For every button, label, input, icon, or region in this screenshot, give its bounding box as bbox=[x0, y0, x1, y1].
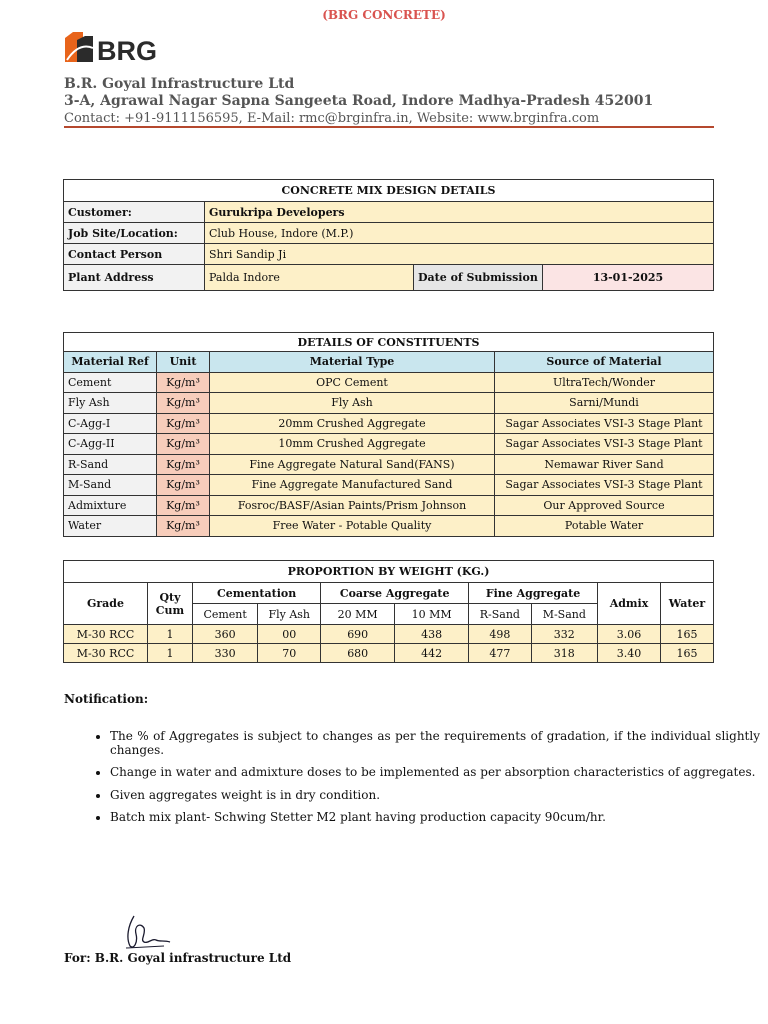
cell: Fosroc/BASF/Asian Paints/Prism Johnson bbox=[210, 495, 495, 516]
cell: Fly Ash bbox=[64, 393, 157, 414]
table-row bbox=[64, 475, 714, 496]
list-item: • The % of Aggregates is subject to changes as per the requirements of gradation, if the individual slightly changes. bbox=[110, 730, 760, 757]
cell: Kg/m³ bbox=[157, 413, 210, 434]
cell: M-30 RCC bbox=[64, 625, 148, 644]
sub-20mm: 20 MM bbox=[321, 604, 395, 625]
col-cementation: Cementation bbox=[193, 583, 321, 604]
cell: 438 bbox=[395, 625, 469, 644]
cell: Water bbox=[64, 516, 157, 537]
footer-for-company: For: B.R. Goyal infrastructure Ltd bbox=[64, 951, 292, 965]
cell: Potable Water bbox=[495, 516, 714, 537]
sub-fly-ash: Fly Ash bbox=[258, 604, 321, 625]
col-unit: Unit bbox=[157, 352, 210, 373]
cell: R-Sand bbox=[64, 454, 157, 475]
cell: 477 bbox=[469, 644, 532, 663]
col-coarse: Coarse Aggregate bbox=[321, 583, 469, 604]
cell: 165 bbox=[661, 625, 714, 644]
col-water: Water bbox=[661, 583, 714, 625]
cell: Kg/m³ bbox=[157, 372, 210, 393]
cell: Sagar Associates VSI-3 Stage Plant bbox=[495, 475, 714, 496]
site-label: Job Site/Location: bbox=[64, 223, 205, 244]
cell: Fine Aggregate Natural Sand(FANS) bbox=[210, 454, 495, 475]
date-label: Date of Submission bbox=[414, 265, 543, 291]
sub-cement: Cement bbox=[193, 604, 258, 625]
table-row bbox=[64, 393, 714, 414]
col-material-type: Material Type bbox=[210, 352, 495, 373]
plant-label: Plant Address bbox=[64, 265, 205, 291]
cell: 10mm Crushed Aggregate bbox=[210, 434, 495, 455]
notification-title: Notification: bbox=[64, 692, 149, 706]
cell: Free Water - Potable Quality bbox=[210, 516, 495, 537]
table-row bbox=[64, 413, 714, 434]
cell: Admixture bbox=[64, 495, 157, 516]
cell: 330 bbox=[193, 644, 258, 663]
cell: 680 bbox=[321, 644, 395, 663]
cell: Fly Ash bbox=[210, 393, 495, 414]
cell: Cement bbox=[64, 372, 157, 393]
cell: 332 bbox=[531, 625, 597, 644]
cell: Kg/m³ bbox=[157, 454, 210, 475]
cell: Our Approved Source bbox=[495, 495, 714, 516]
cell: Kg/m³ bbox=[157, 495, 210, 516]
brg-logo bbox=[63, 30, 183, 64]
constituents-title: DETAILS OF CONSTITUENTS bbox=[64, 333, 714, 352]
cell: C-Agg-II bbox=[64, 434, 157, 455]
table-row bbox=[64, 434, 714, 455]
proportion-table bbox=[63, 560, 714, 663]
col-grade: Grade bbox=[64, 583, 148, 625]
col-admix: Admix bbox=[598, 583, 661, 625]
cell: Kg/m³ bbox=[157, 434, 210, 455]
cell: 1 bbox=[148, 644, 193, 663]
sub-r-sand: R-Sand bbox=[469, 604, 532, 625]
notification-list bbox=[64, 730, 760, 834]
company-block bbox=[64, 76, 653, 127]
cell: Kg/m³ bbox=[157, 475, 210, 496]
cell: 360 bbox=[193, 625, 258, 644]
company-name: B.R. Goyal Infrastructure Ltd bbox=[64, 76, 295, 92]
cell: 498 bbox=[469, 625, 532, 644]
cell: Sarni/Mundi bbox=[495, 393, 714, 414]
customer-label: Customer: bbox=[64, 202, 205, 223]
cell: 165 bbox=[661, 644, 714, 663]
cell: 20mm Crushed Aggregate bbox=[210, 413, 495, 434]
table-row bbox=[64, 495, 714, 516]
contact-label: Contact Person bbox=[64, 244, 205, 265]
col-fine: Fine Aggregate bbox=[469, 583, 598, 604]
cell: 1 bbox=[148, 625, 193, 644]
cell: M-Sand bbox=[64, 475, 157, 496]
cell: OPC Cement bbox=[210, 372, 495, 393]
customer-value: Gurukripa Developers bbox=[205, 202, 714, 223]
mix-design-title: CONCRETE MIX DESIGN DETAILS bbox=[64, 180, 714, 202]
signature bbox=[120, 912, 176, 952]
table-row bbox=[64, 644, 714, 663]
cell: M-30 RCC bbox=[64, 644, 148, 663]
col-material-ref: Material Ref bbox=[64, 352, 157, 373]
cell: 318 bbox=[531, 644, 597, 663]
cell: C-Agg-I bbox=[64, 413, 157, 434]
cell: 690 bbox=[321, 625, 395, 644]
proportion-title: PROPORTION BY WEIGHT (KG.) bbox=[64, 561, 714, 583]
list-item: • Batch mix plant- Schwing Stetter M2 plant having production capacity 90cum/hr. bbox=[110, 811, 760, 825]
cell: Kg/m³ bbox=[157, 393, 210, 414]
col-source: Source of Material bbox=[495, 352, 714, 373]
logo-text: BRG bbox=[97, 36, 157, 64]
date-value: 13-01-2025 bbox=[543, 265, 714, 291]
plant-value: Palda Indore bbox=[205, 265, 414, 291]
table-row bbox=[64, 516, 714, 537]
cell: Kg/m³ bbox=[157, 516, 210, 537]
cell: 00 bbox=[258, 625, 321, 644]
constituents-table bbox=[63, 332, 714, 537]
contact-value: Shri Sandip Ji bbox=[205, 244, 714, 265]
sub-10mm: 10 MM bbox=[395, 604, 469, 625]
cell: 70 bbox=[258, 644, 321, 663]
cell: Sagar Associates VSI-3 Stage Plant bbox=[495, 434, 714, 455]
sub-m-sand: M-Sand bbox=[531, 604, 597, 625]
header-rule bbox=[64, 126, 714, 128]
list-item: • Change in water and admixture doses to be implemented as per absorption characteristics of aggregates. bbox=[110, 766, 760, 780]
cell: UltraTech/Wonder bbox=[495, 372, 714, 393]
cell: 3.40 bbox=[598, 644, 661, 663]
table-row bbox=[64, 625, 714, 644]
cell: Nemawar River Sand bbox=[495, 454, 714, 475]
company-contact: Contact: +91-9111156595, E-Mail: rmc@brginfra.in, Website: www.brginfra.com bbox=[64, 111, 600, 126]
cell: Fine Aggregate Manufactured Sand bbox=[210, 475, 495, 496]
company-address: 3-A, Agrawal Nagar Sapna Sangeeta Road, Indore Madhya-Pradesh 452001 bbox=[64, 93, 654, 109]
cell: Sagar Associates VSI-3 Stage Plant bbox=[495, 413, 714, 434]
table-row bbox=[64, 372, 714, 393]
table-row bbox=[64, 454, 714, 475]
mix-design-table bbox=[63, 179, 714, 291]
cell: 3.06 bbox=[598, 625, 661, 644]
cell: 442 bbox=[395, 644, 469, 663]
list-item: • Given aggregates weight is in dry condition. bbox=[110, 789, 760, 803]
col-qty: Qty Cum bbox=[148, 583, 193, 625]
site-value: Club House, Indore (M.P.) bbox=[205, 223, 714, 244]
document-top-title: (BRG CONCRETE) bbox=[322, 8, 446, 22]
